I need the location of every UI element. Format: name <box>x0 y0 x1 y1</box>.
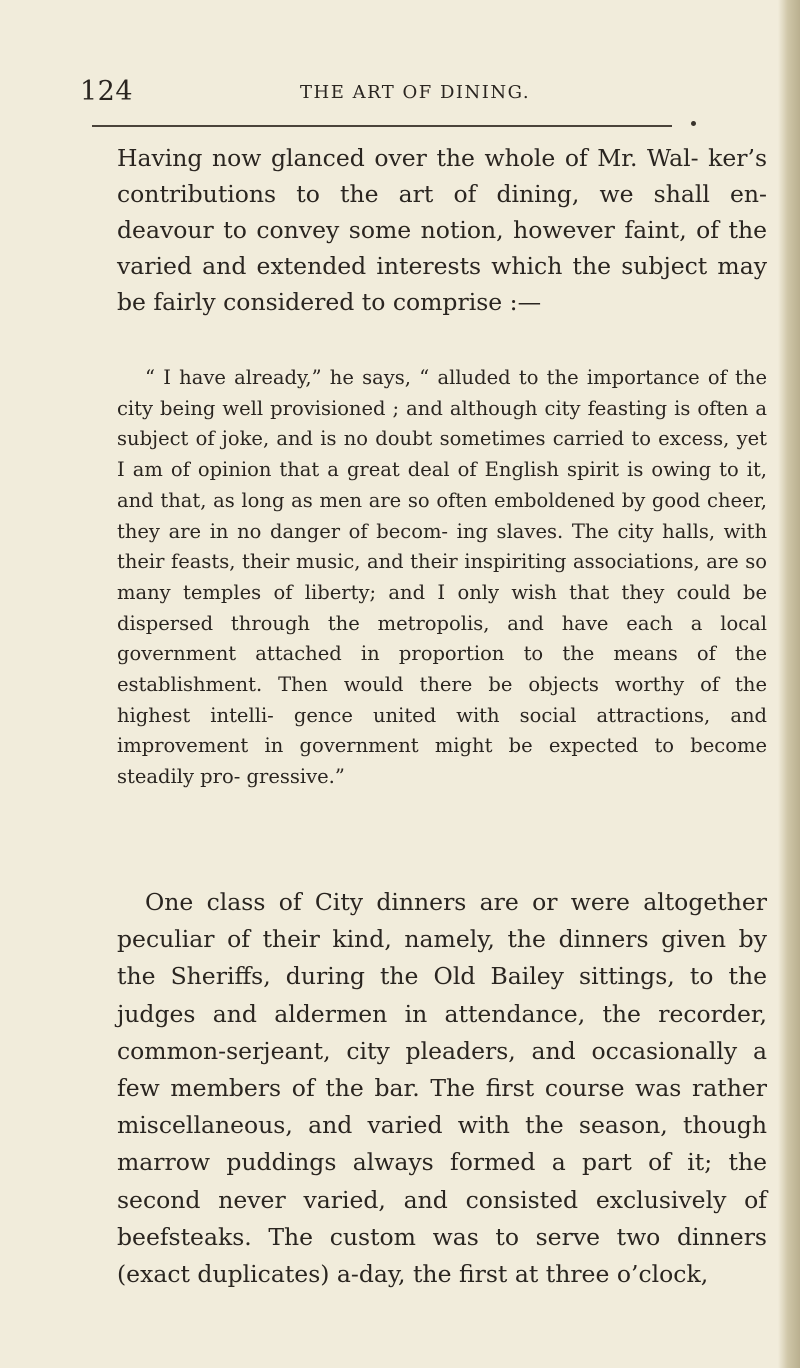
header-rule <box>92 125 672 127</box>
page-edge-shadow <box>778 0 800 1368</box>
running-title: THE ART OF DINING. <box>300 82 531 103</box>
body-paragraph: One class of City dinners are or were altogether peculiar of their kind, namely, the dinners given by the Sheriffs, during the Old Bailey sittings, to the judges and aldermen in attendance, the recorder, common-serjeant, city pleaders, and occasionally a few members of the bar. The first course was rather miscellaneous, and varied with the season, though marrow puddings always formed a part of it; the second never varied, and consisted exclusively of beefsteaks. The custom was to serve two dinners (exact duplicates) a-day, the first at three o’clock, <box>117 888 767 1289</box>
running-head <box>80 76 740 116</box>
header-rule-dot <box>691 121 696 126</box>
page-number: 124 <box>80 76 134 107</box>
quoted-passage: “ I have already,” he says, “ alluded to the importance of the city being well provisioned ; and although city feasting is often a subject of joke, and is no doubt sometimes carried to excess, yet I am of opinion that a great deal of English spirit is owing to it, and that, as long as men are so often emboldened by good cheer, they are in no danger of becom- ing slaves. The city halls, with their feasts, their music, and their inspiriting associations, are so many temples of liberty; and I only wish that they could be dispersed through the metropolis, and have each a local government attached in proportion to the means of the establishment. Then would there be objects worthy of the highest intelli- gence united with social attractions, and improvement in government might be expected to become steadily pro- gressive.” <box>117 366 767 789</box>
lead-paragraph: Having now glanced over the whole of Mr. Wal- ker’s contributions to the art of dining, we shall en- deavour to convey some notion, however faint, of the varied and extended interests which the subject may be fairly considered to comprise :— <box>117 144 767 316</box>
